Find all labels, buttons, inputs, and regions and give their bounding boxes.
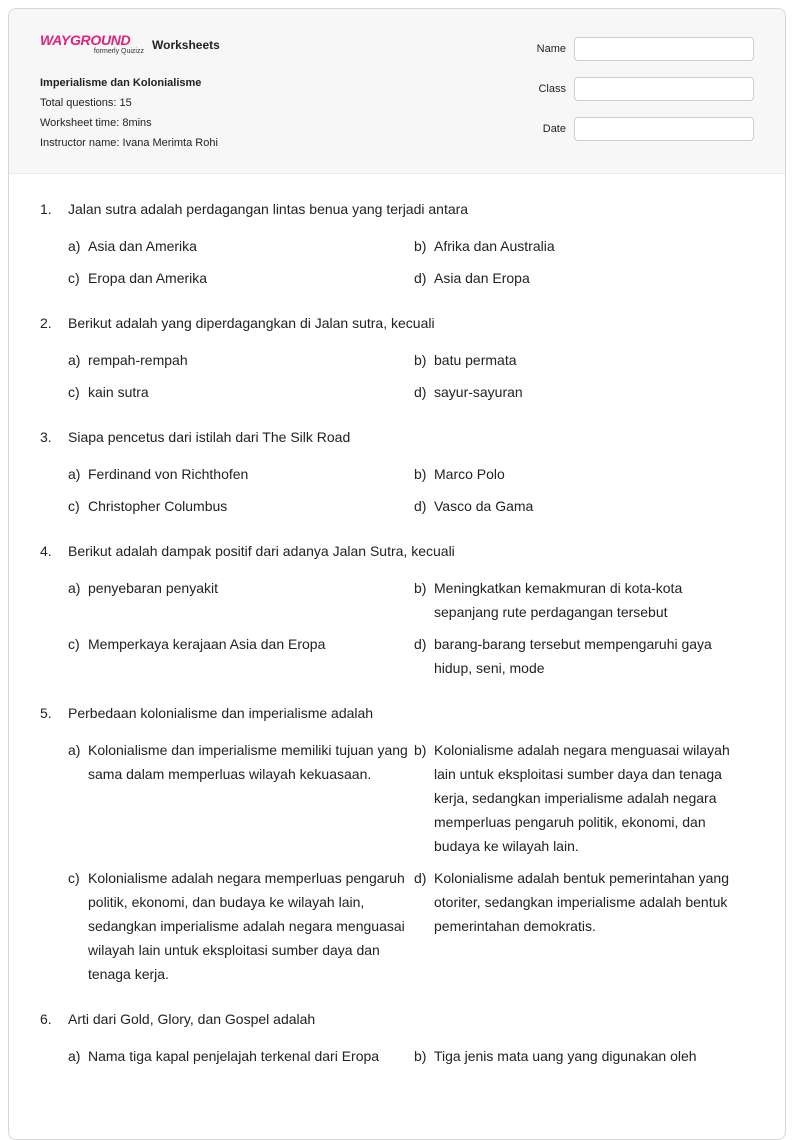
question-number: 6. — [40, 1011, 52, 1027]
option-b[interactable] — [414, 462, 754, 486]
option-letter: b) — [414, 580, 427, 596]
date-field[interactable] — [574, 117, 754, 141]
option-b[interactable] — [414, 1044, 754, 1068]
option-d[interactable] — [414, 494, 754, 518]
worksheet-meta — [40, 73, 218, 153]
question-number: 3. — [40, 429, 52, 445]
option-letter: d) — [414, 636, 427, 652]
question-number: 1. — [40, 201, 52, 217]
option-a[interactable] — [68, 576, 414, 624]
option-grid — [40, 234, 754, 290]
option-text: Asia dan Amerika — [88, 238, 197, 254]
option-letter: a) — [68, 1048, 81, 1064]
question-text: Arti dari Gold, Glory, dan Gospel adalah — [68, 1011, 316, 1027]
logo-text: WAYGROUND — [40, 32, 131, 48]
total-questions: Total questions: 15 — [40, 97, 132, 109]
question-5 — [40, 702, 754, 986]
question-number: 4. — [40, 543, 52, 559]
option-letter: b) — [414, 238, 427, 254]
option-letter: d) — [414, 498, 427, 514]
class-label: Class — [538, 83, 566, 95]
product-title: Worksheets — [152, 38, 220, 52]
question-6 — [40, 1008, 754, 1068]
option-b[interactable] — [414, 738, 754, 858]
option-a[interactable] — [68, 462, 414, 486]
option-letter: b) — [414, 742, 427, 758]
class-field[interactable] — [574, 77, 754, 101]
option-b[interactable] — [414, 348, 754, 372]
option-letter: c) — [68, 498, 80, 514]
worksheet-time: Worksheet time: 8mins — [40, 117, 152, 129]
question-text: Berikut adalah dampak positif dari adanya Jalan Sutra, kecuali — [68, 543, 455, 559]
option-grid — [40, 576, 754, 680]
option-letter: c) — [68, 636, 80, 652]
instructor-name: Instructor name: Ivana Merimta Rohi — [40, 137, 218, 149]
date-label: Date — [542, 123, 566, 135]
option-d[interactable] — [414, 380, 754, 404]
option-a[interactable] — [68, 234, 414, 258]
wayground-logo — [40, 32, 144, 58]
option-text: Vasco da Gama — [434, 498, 534, 514]
option-text: Afrika dan Australia — [434, 238, 555, 254]
option-letter: a) — [68, 466, 81, 482]
option-grid — [40, 462, 754, 518]
question-text: Siapa pencetus dari istilah dari The Silk Road — [68, 429, 351, 445]
question-list — [9, 174, 785, 1068]
option-text: Ferdinand von Richthofen — [88, 466, 249, 482]
option-a[interactable] — [68, 1044, 414, 1068]
option-a[interactable] — [68, 348, 414, 372]
worksheet-header — [9, 9, 785, 174]
option-letter: c) — [68, 870, 80, 886]
option-grid — [40, 348, 754, 404]
option-c[interactable] — [68, 866, 414, 986]
question-text: Jalan sutra adalah perdagangan lintas benua yang terjadi antara — [68, 201, 469, 217]
option-c[interactable] — [68, 494, 414, 518]
question-4 — [40, 540, 754, 680]
option-text: rempah-rempah — [88, 352, 188, 368]
option-text: Eropa dan Amerika — [88, 270, 208, 286]
option-a[interactable] — [68, 738, 414, 858]
name-field[interactable] — [574, 37, 754, 61]
worksheet-title: Imperialisme dan Kolonialisme — [40, 77, 202, 89]
option-b[interactable] — [414, 234, 754, 258]
option-c[interactable] — [68, 266, 414, 290]
option-letter: d) — [414, 270, 427, 286]
option-text: batu permata — [434, 352, 517, 368]
option-grid — [40, 738, 754, 986]
option-d[interactable] — [414, 866, 754, 986]
option-c[interactable] — [68, 380, 414, 404]
option-letter: d) — [414, 870, 427, 886]
option-letter: b) — [414, 1048, 427, 1064]
option-text: Marco Polo — [434, 466, 505, 482]
option-text: Kolonialisme dan imperialisme memiliki tujuan yang sama dalam memperluas wilayah kekuasaan. — [88, 742, 408, 782]
option-letter: c) — [68, 270, 80, 286]
question-text: Perbedaan kolonialisme dan imperialisme adalah — [68, 705, 374, 721]
name-field-row — [537, 37, 754, 61]
option-text: Kolonialisme adalah bentuk pemerintahan yang otoriter, sedangkan imperialisme adalah bentuk pemerintahan demokratis. — [434, 870, 729, 934]
class-field-row — [537, 77, 754, 101]
option-letter: b) — [414, 466, 427, 482]
name-label: Name — [536, 43, 566, 55]
option-grid — [40, 1044, 754, 1068]
question-2 — [40, 312, 754, 404]
option-text: kain sutra — [88, 384, 149, 400]
option-letter: a) — [68, 580, 81, 596]
date-field-row — [537, 117, 754, 141]
worksheet-page — [8, 8, 786, 1140]
option-d[interactable] — [414, 632, 754, 680]
question-3 — [40, 426, 754, 518]
brand — [40, 32, 220, 58]
option-letter: c) — [68, 384, 80, 400]
option-text: barang-barang tersebut mempengaruhi gaya hidup, seni, mode — [434, 636, 712, 676]
question-text: Berikut adalah yang diperdagangkan di Jalan sutra, kecuali — [68, 315, 435, 331]
option-text: Asia dan Eropa — [434, 270, 530, 286]
option-text: penyebaran penyakit — [88, 580, 218, 596]
option-letter: a) — [68, 742, 81, 758]
option-letter: a) — [68, 352, 81, 368]
option-text: Nama tiga kapal penjelajah terkenal dari Eropa — [88, 1048, 380, 1064]
option-text: Meningkatkan kemakmuran di kota-kota sepanjang rute perdagangan tersebut — [434, 580, 683, 620]
option-d[interactable] — [414, 266, 754, 290]
logo-subtitle: formerly Quizizz — [93, 48, 144, 55]
question-number: 5. — [40, 705, 52, 721]
option-c[interactable] — [68, 632, 414, 680]
student-info-fields — [537, 37, 754, 157]
option-letter: a) — [68, 238, 81, 254]
option-text: Kolonialisme adalah negara menguasai wilayah lain untuk eksploitasi sumber daya dan tenaga kerja, sedangkan imperialisme adalah negara memperluas pengaruh politik, ekonomi, dan budaya ke wilayah lain. — [434, 742, 730, 854]
option-text: Memperkaya kerajaan Asia dan Eropa — [88, 636, 326, 652]
option-text: Kolonialisme adalah negara memperluas pengaruh politik, ekonomi, dan budaya ke wilayah lain, sedangkan imperialisme adalah negara menguasai wilayah lain untuk eksploitasi sumber daya dan tenaga kerja. — [88, 870, 405, 982]
option-text: Christopher Columbus — [88, 498, 228, 514]
option-letter: b) — [414, 352, 427, 368]
option-letter: d) — [414, 384, 427, 400]
question-1 — [40, 198, 754, 290]
option-b[interactable] — [414, 576, 754, 624]
option-text: sayur-sayuran — [434, 384, 523, 400]
option-text: Tiga jenis mata uang yang digunakan oleh — [434, 1048, 697, 1064]
question-number: 2. — [40, 315, 52, 331]
